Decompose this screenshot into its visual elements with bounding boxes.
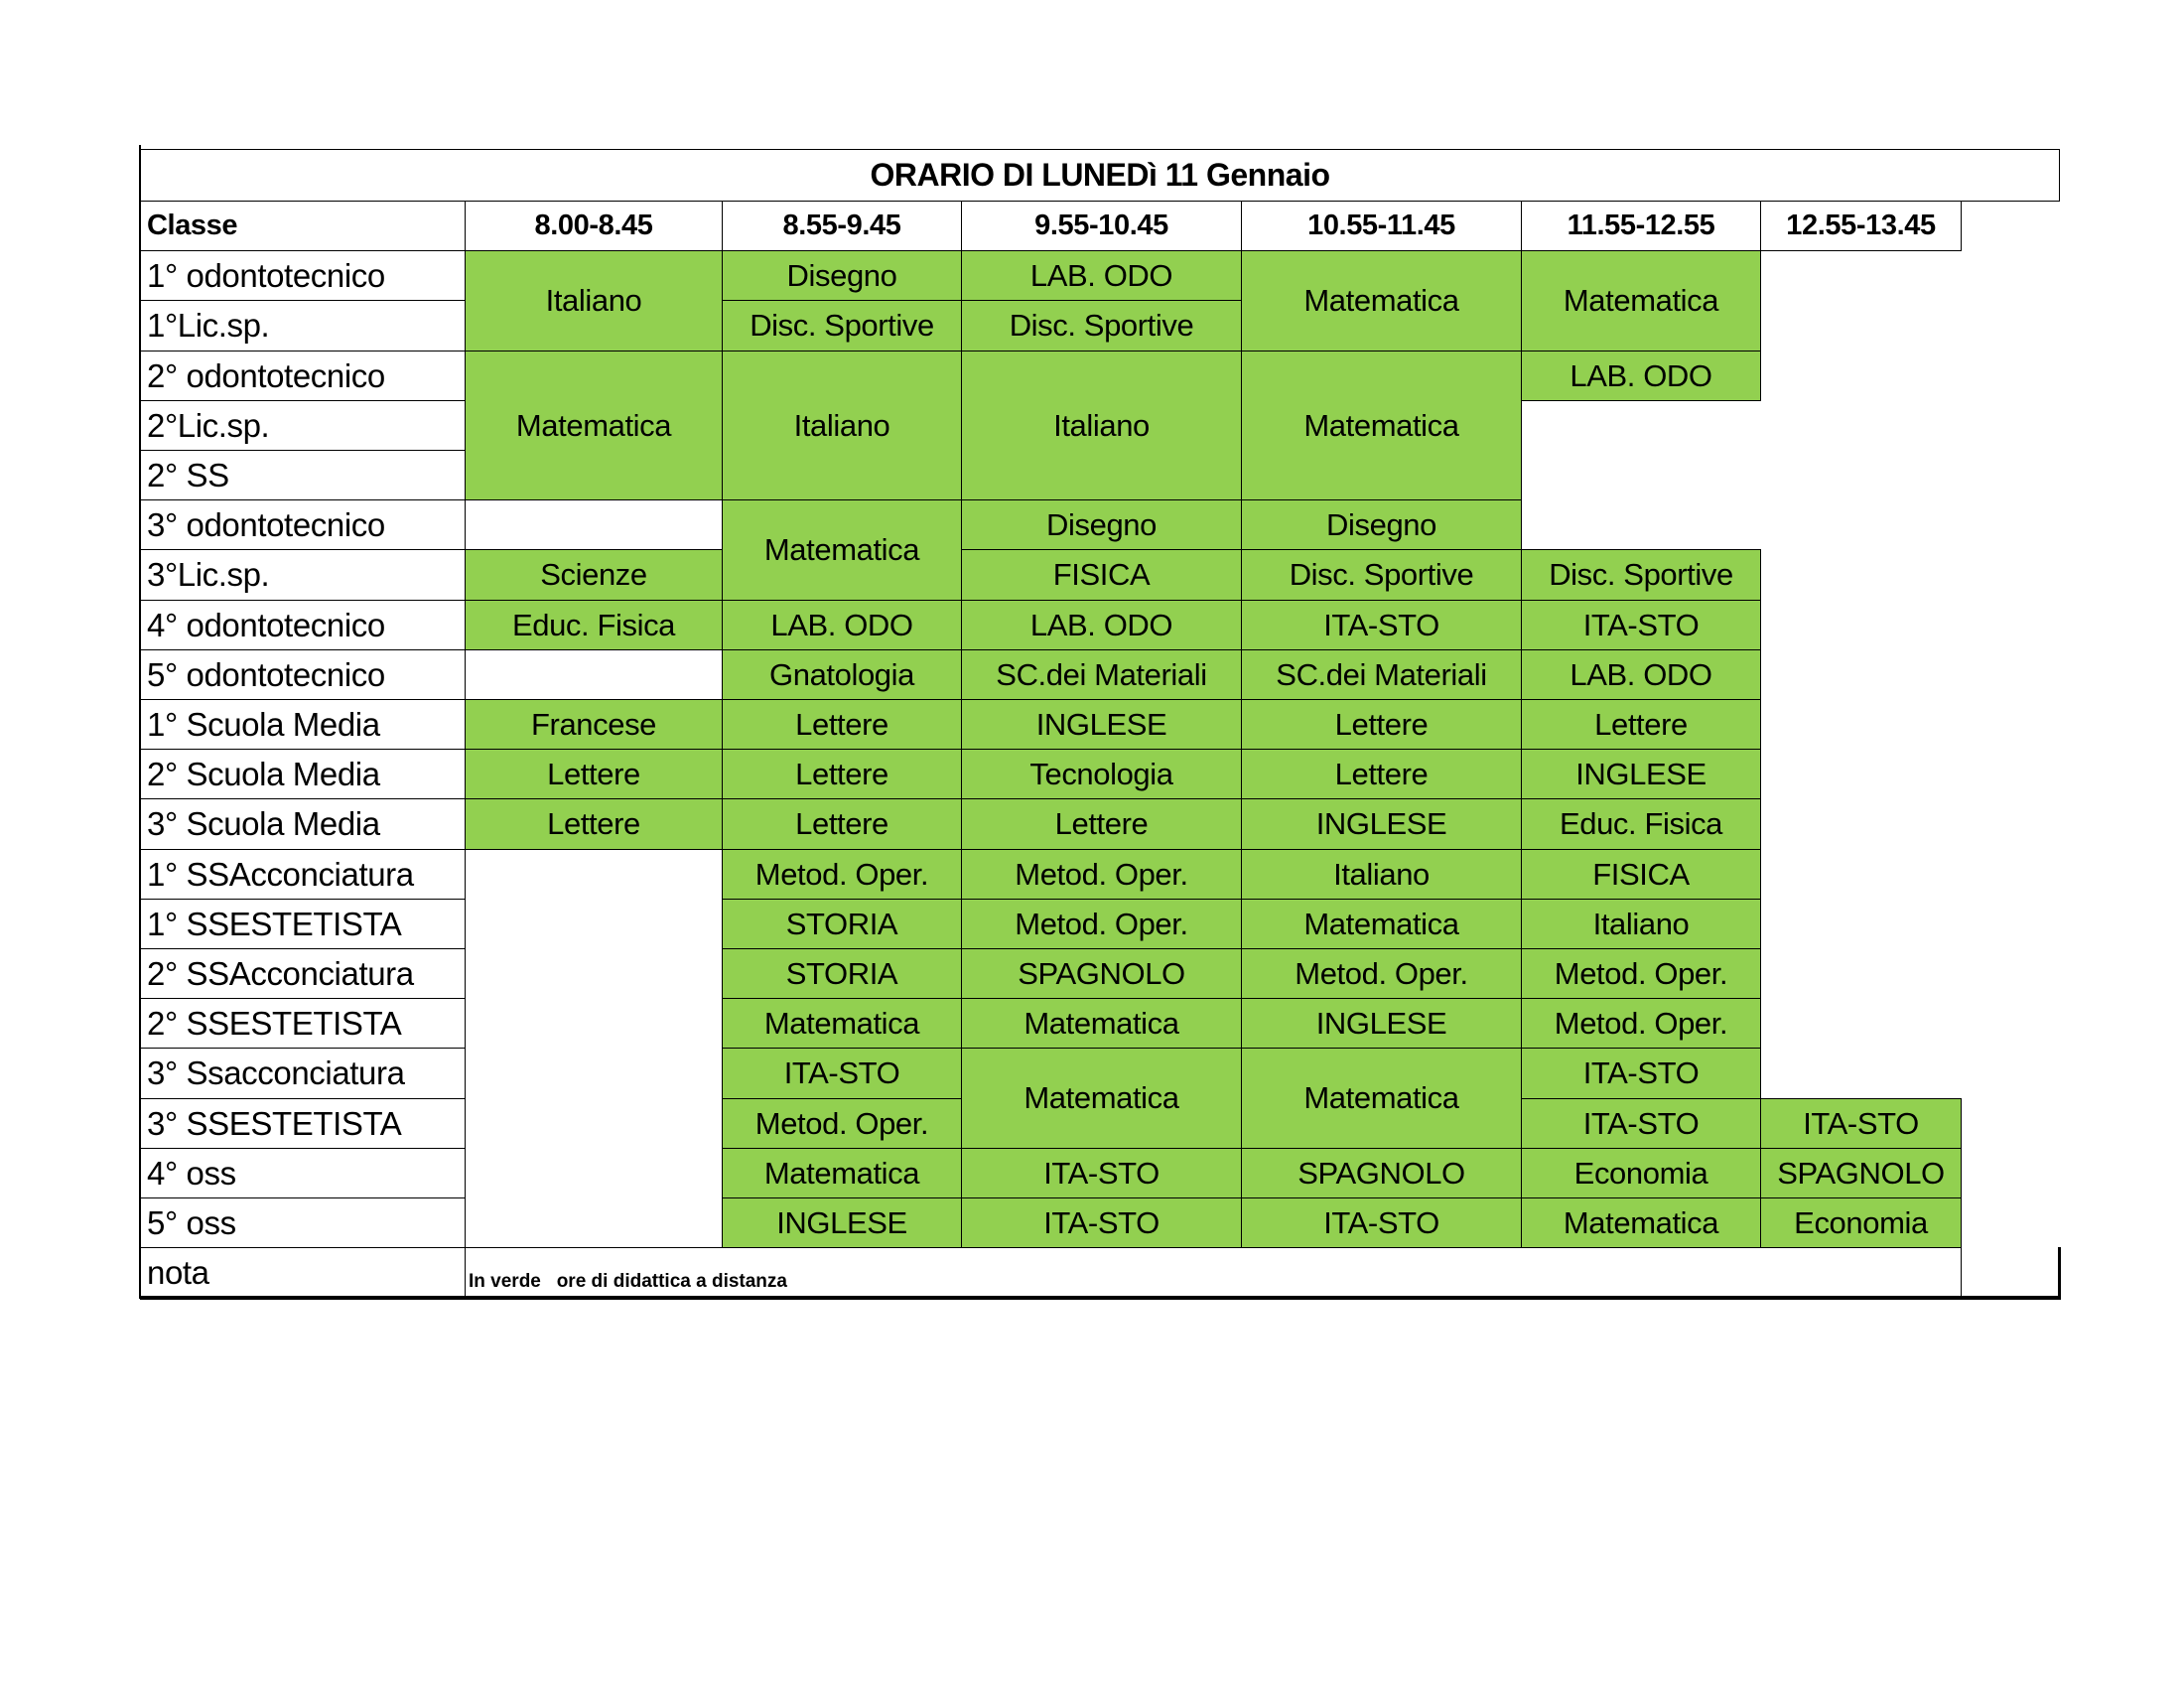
lesson-cell: Metod. Oper. <box>1521 948 1761 999</box>
lesson-cell: Francese <box>465 699 723 750</box>
lesson-cell: INGLESE <box>1241 998 1522 1049</box>
lesson-cell: Disc. Sportive <box>722 300 962 352</box>
class-label: 2°Lic.sp. <box>140 400 466 451</box>
table-right-border <box>2058 1247 2061 1299</box>
lesson-cell: LAB. ODO <box>722 600 962 650</box>
lesson-cell: ITA-STO <box>961 1148 1242 1198</box>
lesson-cell: ITA-STO <box>1241 600 1522 650</box>
lesson-cell: Matematica <box>961 1048 1242 1149</box>
lesson-cell: Economia <box>1521 1148 1761 1198</box>
class-label: 4° oss <box>140 1148 466 1198</box>
lesson-cell: Italiano <box>1521 899 1761 949</box>
lesson-cell: Lettere <box>722 699 962 750</box>
lesson-cell: Matematica <box>1521 1197 1761 1248</box>
lesson-cell: STORIA <box>722 948 962 999</box>
lesson-cell: INGLESE <box>1521 749 1761 799</box>
lesson-cell: Disegno <box>1241 499 1522 550</box>
lesson-cell: Lettere <box>1521 699 1761 750</box>
lesson-cell: Economia <box>1760 1197 1962 1248</box>
lesson-cell: SPAGNOLO <box>1241 1148 1522 1198</box>
table-left-border <box>139 145 141 1299</box>
lesson-cell: LAB. ODO <box>961 600 1242 650</box>
header-slot: 11.55-12.55 <box>1521 201 1761 251</box>
class-label: 1° Scuola Media <box>140 699 466 750</box>
lesson-cell: Matematica <box>722 499 962 601</box>
class-label: 4° odontotecnico <box>140 600 466 650</box>
lesson-cell: Italiano <box>961 351 1242 500</box>
lesson-cell: Italiano <box>722 351 962 500</box>
lesson-cell: Matematica <box>1521 250 1761 352</box>
lesson-cell: ITA-STO <box>961 1197 1242 1248</box>
class-label: 2° SS <box>140 450 466 500</box>
lesson-cell: ITA-STO <box>1241 1197 1522 1248</box>
header-classe: Classe <box>140 201 466 251</box>
header-slot: 10.55-11.45 <box>1241 201 1522 251</box>
lesson-cell: Matematica <box>1241 899 1522 949</box>
lesson-cell: Matematica <box>465 351 723 500</box>
class-label: 1° odontotecnico <box>140 250 466 301</box>
header-slot: 8.00-8.45 <box>465 201 723 251</box>
lesson-cell: STORIA <box>722 899 962 949</box>
lesson-cell: ITA-STO <box>1521 1098 1761 1149</box>
class-label: 5° oss <box>140 1197 466 1248</box>
lesson-cell: FISICA <box>961 549 1242 601</box>
class-label: 2° Scuola Media <box>140 749 466 799</box>
lesson-cell: INGLESE <box>961 699 1242 750</box>
timetable-title: ORARIO DI LUNEDì 11 Gennaio <box>140 149 2060 202</box>
lesson-cell: Metod. Oper. <box>1521 998 1761 1049</box>
lesson-cell: Scienze <box>465 549 723 601</box>
lesson-cell: SC.dei Materiali <box>961 649 1242 700</box>
lesson-cell: ITA-STO <box>1521 1048 1761 1099</box>
class-label: 3° Ssacconciatura <box>140 1048 466 1099</box>
class-label: 5° odontotecnico <box>140 649 466 700</box>
table-bottom-border <box>140 1296 2061 1300</box>
class-label: 2° SSESTETISTA <box>140 998 466 1049</box>
lesson-cell: Disegno <box>961 499 1242 550</box>
lesson-cell: Italiano <box>1241 849 1522 900</box>
class-label: 3° SSESTETISTA <box>140 1098 466 1149</box>
class-label: 3° odontotecnico <box>140 499 466 550</box>
empty-cell <box>465 649 723 700</box>
class-label: 1° SSESTETISTA <box>140 899 466 949</box>
lesson-cell: Metod. Oper. <box>961 899 1242 949</box>
header-slot: 8.55-9.45 <box>722 201 962 251</box>
class-label: 2° SSAcconciatura <box>140 948 466 999</box>
class-label: 1° SSAcconciatura <box>140 849 466 900</box>
lesson-cell: Educ. Fisica <box>1521 798 1761 850</box>
lesson-cell: Matematica <box>961 998 1242 1049</box>
lesson-cell: Disc. Sportive <box>961 300 1242 352</box>
lesson-cell: SPAGNOLO <box>961 948 1242 999</box>
lesson-cell: Disc. Sportive <box>1241 549 1522 601</box>
lesson-cell: INGLESE <box>722 1197 962 1248</box>
class-label: 2° odontotecnico <box>140 351 466 401</box>
lesson-cell: Lettere <box>722 798 962 850</box>
lesson-cell: Lettere <box>1241 749 1522 799</box>
lesson-cell: Lettere <box>465 749 723 799</box>
lesson-cell: Lettere <box>722 749 962 799</box>
lesson-cell: ITA-STO <box>722 1048 962 1099</box>
class-label: 3° Scuola Media <box>140 798 466 850</box>
lesson-cell: Matematica <box>1241 351 1522 500</box>
lesson-cell: Metod. Oper. <box>722 1098 962 1149</box>
lesson-cell: Educ. Fisica <box>465 600 723 650</box>
lesson-cell: Disegno <box>722 250 962 301</box>
class-label: 1°Lic.sp. <box>140 300 466 352</box>
lesson-cell: LAB. ODO <box>961 250 1242 301</box>
lesson-cell: Metod. Oper. <box>961 849 1242 900</box>
lesson-cell: Disc. Sportive <box>1521 549 1761 601</box>
lesson-cell: SC.dei Materiali <box>1241 649 1522 700</box>
lesson-cell: Lettere <box>1241 699 1522 750</box>
note-text: In verde ore di didattica a distanza <box>469 1271 787 1292</box>
lesson-cell: Italiano <box>465 250 723 352</box>
note-label: nota <box>140 1247 466 1298</box>
lesson-cell: Metod. Oper. <box>722 849 962 900</box>
lesson-cell: LAB. ODO <box>1521 351 1761 401</box>
lesson-cell: LAB. ODO <box>1521 649 1761 700</box>
lesson-cell: ITA-STO <box>1760 1098 1962 1149</box>
lesson-cell: Lettere <box>465 798 723 850</box>
lesson-cell: ITA-STO <box>1521 600 1761 650</box>
header-slot: 12.55-13.45 <box>1760 201 1962 251</box>
lesson-cell: Matematica <box>1241 1048 1522 1149</box>
header-slot: 9.55-10.45 <box>961 201 1242 251</box>
lesson-cell: Lettere <box>961 798 1242 850</box>
lesson-cell: Gnatologia <box>722 649 962 700</box>
lesson-cell: Matematica <box>722 1148 962 1198</box>
lesson-cell: INGLESE <box>1241 798 1522 850</box>
empty-cell <box>465 499 723 550</box>
class-label: 3°Lic.sp. <box>140 549 466 601</box>
lesson-cell: Metod. Oper. <box>1241 948 1522 999</box>
lesson-cell: SPAGNOLO <box>1760 1148 1962 1198</box>
lesson-cell: FISICA <box>1521 849 1761 900</box>
lesson-cell: Tecnologia <box>961 749 1242 799</box>
lesson-cell: Matematica <box>722 998 962 1049</box>
lesson-cell: Matematica <box>1241 250 1522 352</box>
